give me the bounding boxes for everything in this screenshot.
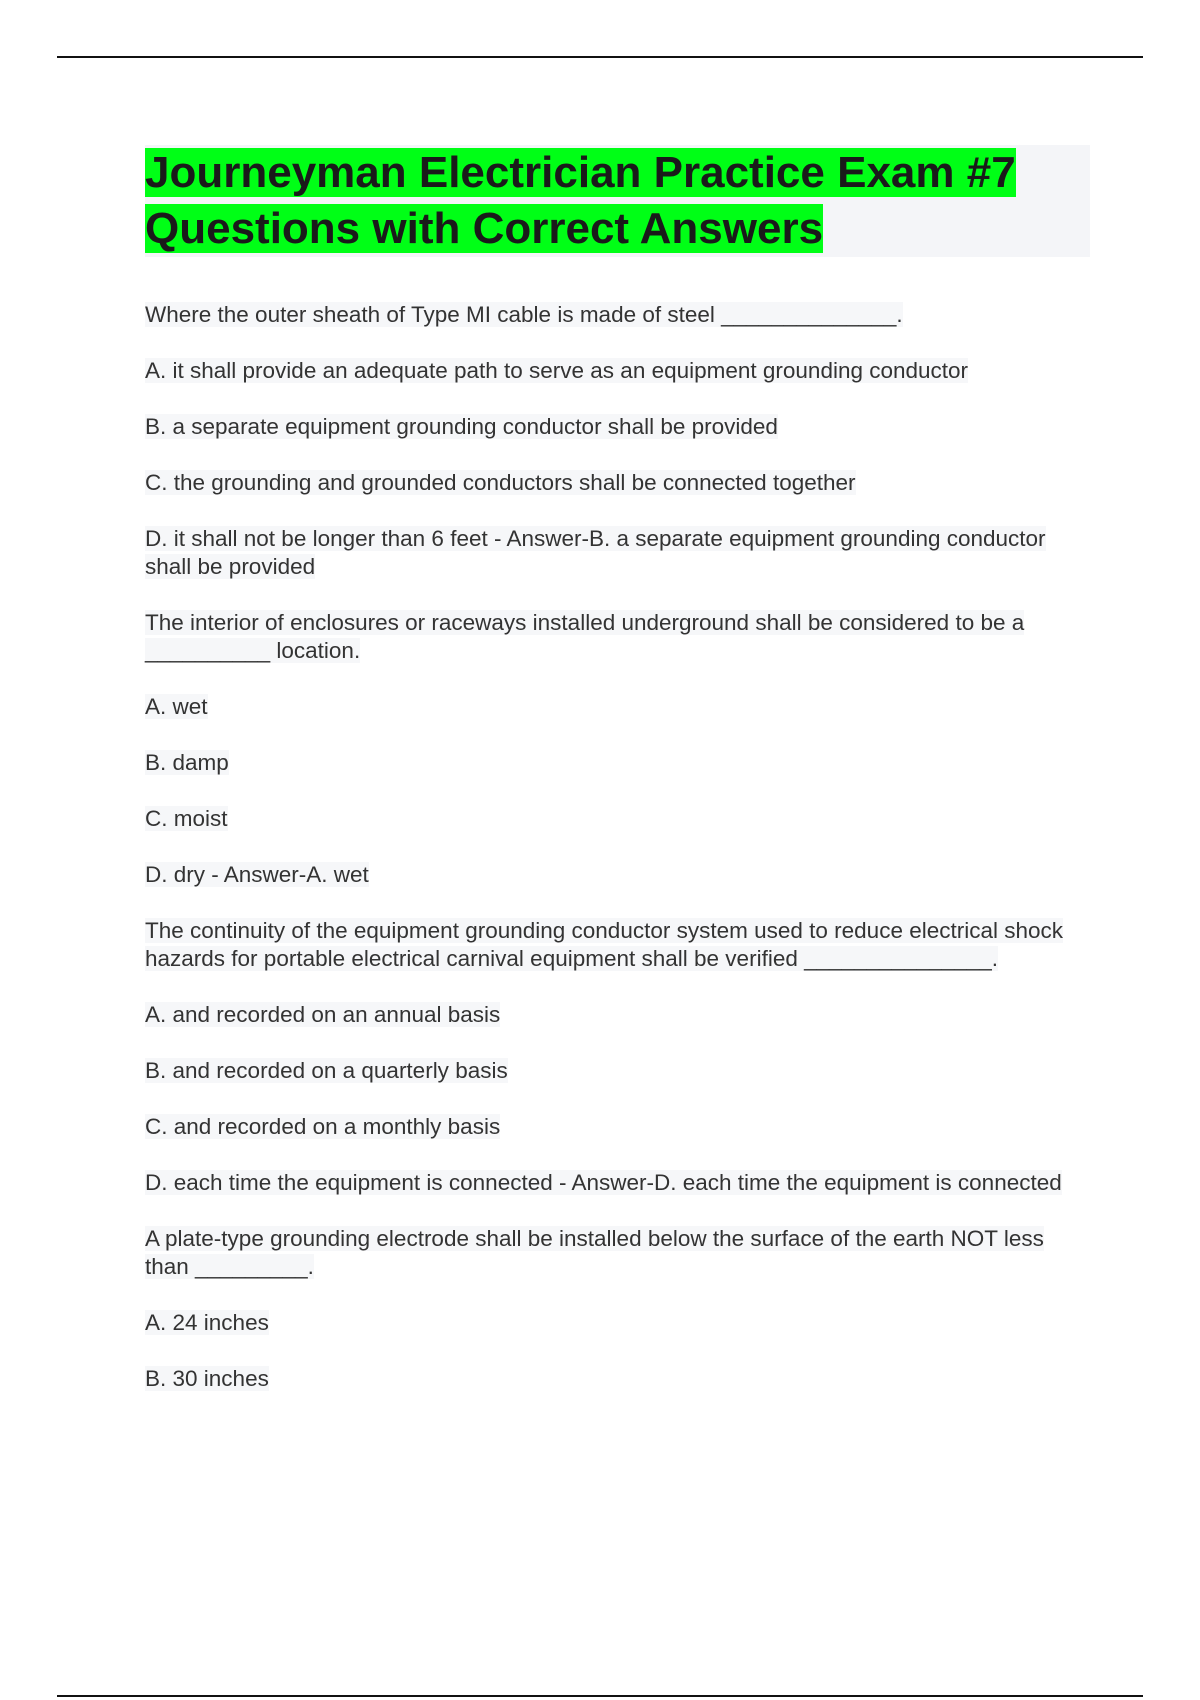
question-1: Where the outer sheath of Type MI cable is made of steel ______________. xyxy=(145,302,903,327)
question-2: The interior of enclosures or raceways installed underground shall be considered to be a __________ location. xyxy=(145,610,1025,663)
title-block xyxy=(145,145,1090,257)
q4-option-b: B. 30 inches xyxy=(145,1366,269,1391)
title-highlight: Journeyman Electrician Practice Exam #7 Questions with Correct Answers xyxy=(145,148,1016,253)
q2-option-b: B. damp xyxy=(145,750,229,775)
q1-option-b: B. a separate equipment grounding conductor shall be provided xyxy=(145,414,778,439)
q3-option-d-answer: D. each time the equipment is connected - Answer-D. each time the equipment is connected xyxy=(145,1170,1062,1195)
q1-option-a: A. it shall provide an adequate path to serve as an equipment grounding conductor xyxy=(145,358,969,383)
question-3: The continuity of the equipment grounding conductor system used to reduce electrical shock hazards for portable electrical carnival equipment shall be verified _______________. xyxy=(145,918,1064,971)
q3-option-b: B. and recorded on a quarterly basis xyxy=(145,1058,508,1083)
document-body xyxy=(145,145,1090,1421)
document-title xyxy=(145,145,1090,257)
top-rule xyxy=(57,56,1143,58)
bottom-rule xyxy=(57,1695,1143,1697)
question-4: A plate-type grounding electrode shall be installed below the surface of the earth NOT less than _________. xyxy=(145,1226,1044,1279)
q3-option-c: C. and recorded on a monthly basis xyxy=(145,1114,501,1139)
q1-option-c: C. the grounding and grounded conductors shall be connected together xyxy=(145,470,856,495)
q2-option-d-answer: D. dry - Answer-A. wet xyxy=(145,862,369,887)
q2-option-c: C. moist xyxy=(145,806,228,831)
q2-option-a: A. wet xyxy=(145,694,208,719)
q4-option-a: A. 24 inches xyxy=(145,1310,269,1335)
q3-option-a: A. and recorded on an annual basis xyxy=(145,1002,501,1027)
q1-option-d-answer: D. it shall not be longer than 6 feet - Answer-B. a separate equipment grounding conductor shall be provided xyxy=(145,526,1046,579)
